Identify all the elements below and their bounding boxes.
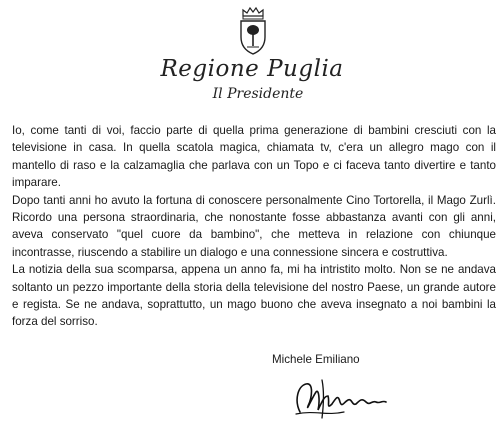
- signatory-name: Michele Emiliano: [272, 353, 360, 366]
- letter-paragraph: Dopo tanti anni ho avuto la fortuna di conoscere personalmente Cino Tortorella, il Mago Zurlì. Ricordo una persona straordinaria, che nonostante fosse abbastanza avanti con gli anni, aveva conservato "quel cuore da bambino", che metteva in relazione con chiunque incontrasse, riuscendo a stabilire un dialogo e una connessione sincera e costruttiva.: [12, 193, 496, 259]
- letter-paragraph: Io, come tanti di voi, faccio parte di quella prima generazione di bambini cresciuti con la televisione in casa. In quella scatola magica, chiamata tv, c'era un allegro mago con il mantello di raso e la calzamaglia che parlava con un Topo e ci faceva tanto divertire e tanto imparare.: [12, 124, 496, 190]
- organization-role: Il Presidente: [212, 86, 304, 102]
- handwritten-signature-icon: [286, 372, 406, 426]
- regional-coat-of-arms-icon: [236, 6, 270, 56]
- letter-body: [12, 122, 496, 331]
- organization-name: Regione Puglia: [160, 56, 344, 82]
- letter-paragraph: La notizia della sua scomparsa, appena un anno fa, mi ha intristito molto. Non se ne andava soltanto un pezzo importante della storia della televisione del nostro Paese, un grande autore e regista. Se ne andava, soprattutto, un mago buono che aveva insegnato a noi bambini la forza del sorriso.: [12, 263, 496, 329]
